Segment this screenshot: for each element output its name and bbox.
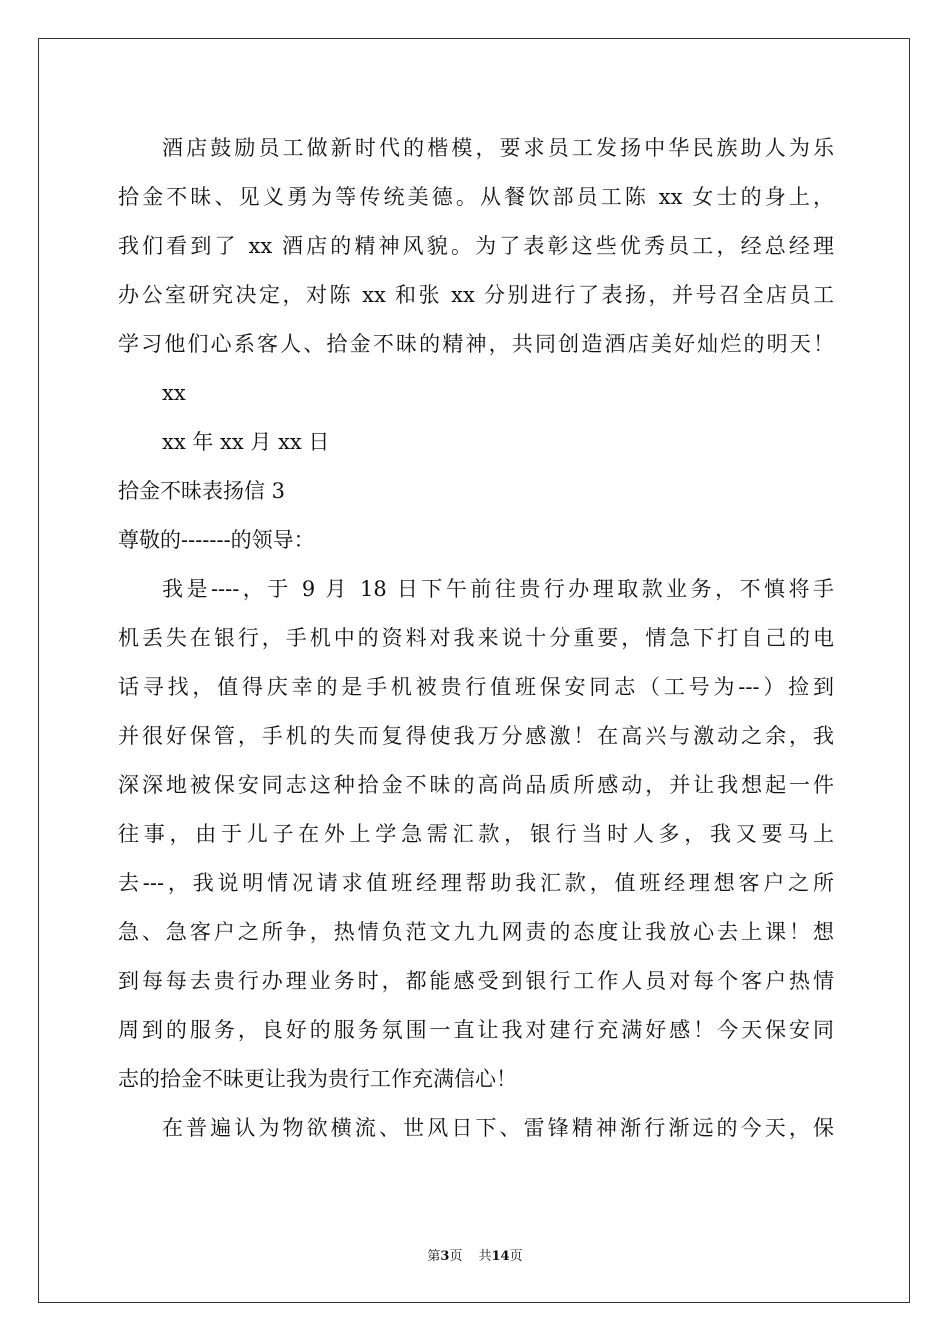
text-line: 我们看到了 xx 酒店的精神风貌。为了表彰这些优秀员工，经总经理 bbox=[118, 234, 834, 258]
text-line: 在普遍认为物欲横流、世风日下、雷锋精神渐行渐远的今天，保 bbox=[162, 1116, 834, 1140]
text-line: 学习他们心系客人、拾金不昧的精神，共同创造酒店美好灿烂的明天！ bbox=[118, 332, 834, 356]
section-title: 拾金不昧表扬信 3 bbox=[118, 479, 286, 503]
page-footer bbox=[0, 1248, 950, 1266]
total-suffix: 页 bbox=[509, 1249, 523, 1264]
text-line: 话寻找，值得庆幸的是手机被贵行值班保安同志（工号为---）捡到 bbox=[118, 675, 834, 699]
text-line: 并很好保管，手机的失而复得使我万分感激！在高兴与激动之余，我 bbox=[118, 724, 834, 748]
page-prefix: 第 bbox=[427, 1249, 441, 1264]
text-line: 志的拾金不昧更让我为贵行工作充满信心！ bbox=[118, 1067, 517, 1091]
page-number: 3 bbox=[440, 1249, 450, 1264]
total-pages: 14 bbox=[491, 1249, 510, 1264]
salutation: 尊敬的-------的领导： bbox=[118, 528, 315, 552]
text-line: 酒店鼓励员工做新时代的楷模，要求员工发扬中华民族助人为乐 bbox=[162, 136, 834, 160]
signature-date: xx 年 xx 月 xx 日 bbox=[162, 430, 330, 454]
text-line: 深深地被保安同志这种拾金不昧的高尚品质所感动，并让我想起一件 bbox=[118, 773, 834, 797]
text-line: 周到的服务，良好的服务氛围一直让我对建行充满好感！今天保安同 bbox=[118, 1018, 834, 1042]
text-line: 去---，我说明情况请求值班经理帮助我汇款，值班经理想客户之所 bbox=[118, 871, 834, 895]
text-line: 拾金不昧、见义勇为等传统美德。从餐饮部员工陈 xx 女士的身上， bbox=[118, 185, 834, 209]
document-body bbox=[118, 128, 834, 1157]
text-line: 急、急客户之所争，热情负范文九九网责的态度让我放心去上课！想 bbox=[118, 920, 834, 944]
signature-name: xx bbox=[162, 381, 186, 405]
text-line: 办公室研究决定，对陈 xx 和张 xx 分别进行了表扬，并号召全店员工 bbox=[118, 283, 834, 307]
total-prefix: 共 bbox=[478, 1249, 492, 1264]
page-suffix: 页 bbox=[449, 1249, 463, 1264]
text-line: 往事，由于儿子在外上学急需汇款，银行当时人多，我又要马上 bbox=[118, 822, 834, 846]
text-line: 我是----，于 9 月 18 日下午前往贵行办理取款业务，不慎将手 bbox=[162, 577, 834, 601]
text-line: 机丢失在银行，手机中的资料对我来说十分重要，情急下打自己的电 bbox=[118, 626, 834, 650]
text-line: 到每每去贵行办理业务时，都能感受到银行工作人员对每个客户热情 bbox=[118, 969, 834, 993]
